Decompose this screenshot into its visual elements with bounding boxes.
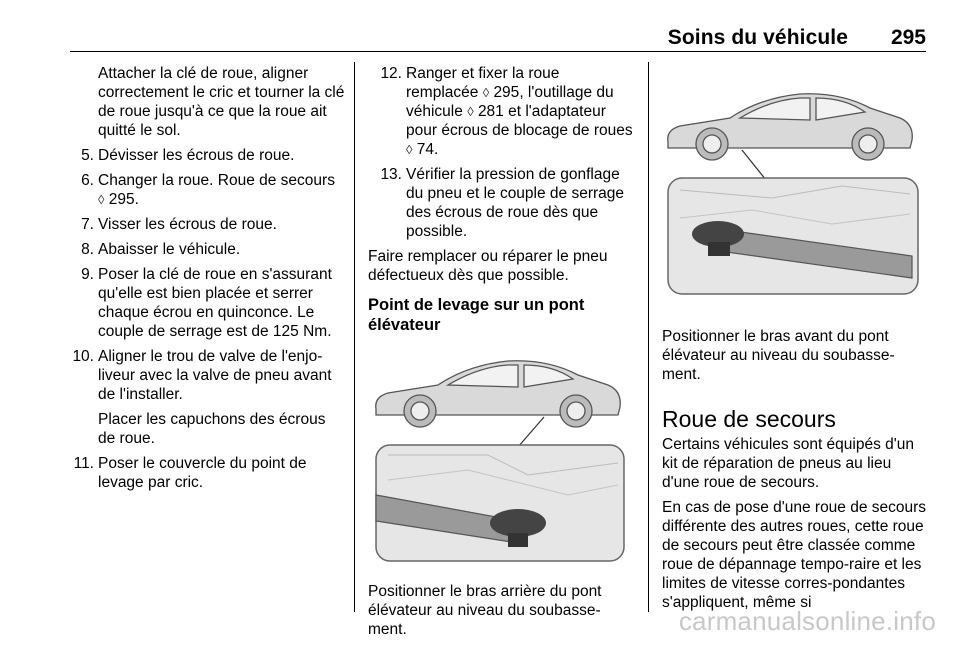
step-10-continuation: Placer les capuchons des écrous de roue. — [98, 411, 326, 447]
page-reference-link[interactable]: 295. — [108, 191, 139, 208]
subheading: Point de levage sur un pont élévateur — [368, 296, 585, 334]
step-10: 10. Aligner le trou de valve de l'enjo-liveur avec la valve de pneu avant de l'installer. — [72, 348, 332, 403]
car-icon — [376, 361, 621, 427]
step-13: 13. Vérifier la pression de gonflage du pneu et le couple de serrage des écrous de roue dès que possible. — [380, 166, 625, 240]
step-6: 6. Changer la roue. Roue de secours ◊ 295. — [81, 172, 335, 208]
column-left — [60, 64, 345, 498]
front-lift-point-illustration — [662, 78, 924, 303]
figure-caption: Positionner le bras arrière du pont élévateur au niveau du soubasse-ment. — [368, 583, 602, 638]
rear-lift-point-illustration — [368, 345, 628, 570]
section-heading: Roue de secours — [662, 406, 836, 432]
page-reference-link[interactable]: 74. — [416, 141, 439, 158]
step-12: 12. Ranger et fixer la roue remplacée ◊ 295, l'outillage du véhicule ◊ 281 et l'adaptateur pour écrous de blocage de roues ◊ 74. — [380, 65, 633, 158]
step-5: 5. Dévisser les écrous de roue. — [81, 147, 295, 164]
watermark: carmanualsonline.info — [678, 606, 936, 636]
page-number: 295 — [890, 26, 926, 49]
column-right — [662, 64, 928, 618]
reference-icon: ◊ — [482, 85, 490, 100]
reference-icon: ◊ — [467, 104, 474, 119]
paragraph: Faire remplacer ou réparer le pneu défectueux dès que possible. — [368, 248, 608, 284]
section-title: Soins du véhicule — [667, 26, 848, 49]
step-9: 9. Poser la clé de roue en s'assurant qu'elle est bien placée et serrer chaque écrou en quinconce. Le couple de serrage est de 125 Nm. — [81, 266, 332, 340]
paragraph: Certains véhicules sont équipés d'un kit de réparation de pneus au lieu d'une roue de secours. — [662, 436, 914, 491]
page-header — [70, 26, 926, 50]
column-divider — [648, 62, 649, 612]
column-divider — [354, 62, 355, 612]
page-reference-link[interactable]: 295 — [493, 84, 520, 101]
column-middle — [368, 64, 636, 645]
step-7: 7. Visser les écrous de roue. — [81, 216, 277, 233]
step-11: 11. Poser le couvercle du point de levage par cric. — [73, 455, 307, 491]
reference-icon: ◊ — [98, 192, 105, 207]
paragraph: En cas de pose d'une roue de secours différente des autres roues, cette roue de secours peut être classée comme roue de dépannage tempo-raire et les limites de vitesse corres-pondantes s'appliquent, même si — [662, 499, 927, 611]
step-4-continuation: Attacher la clé de roue, aligner correctement le cric et tourner la clé de roue jusqu'à ce que la roue ait quitté le sol. — [98, 65, 345, 139]
page-reference-link[interactable]: 281 — [477, 103, 504, 120]
header-divider — [70, 51, 926, 52]
step-8: 8. Abaisser le véhicule. — [81, 241, 241, 258]
reference-icon: ◊ — [406, 142, 413, 157]
figure-caption: Positionner le bras avant du pont élévateur au niveau du soubasse-ment. — [662, 328, 895, 383]
car-icon — [668, 94, 913, 160]
